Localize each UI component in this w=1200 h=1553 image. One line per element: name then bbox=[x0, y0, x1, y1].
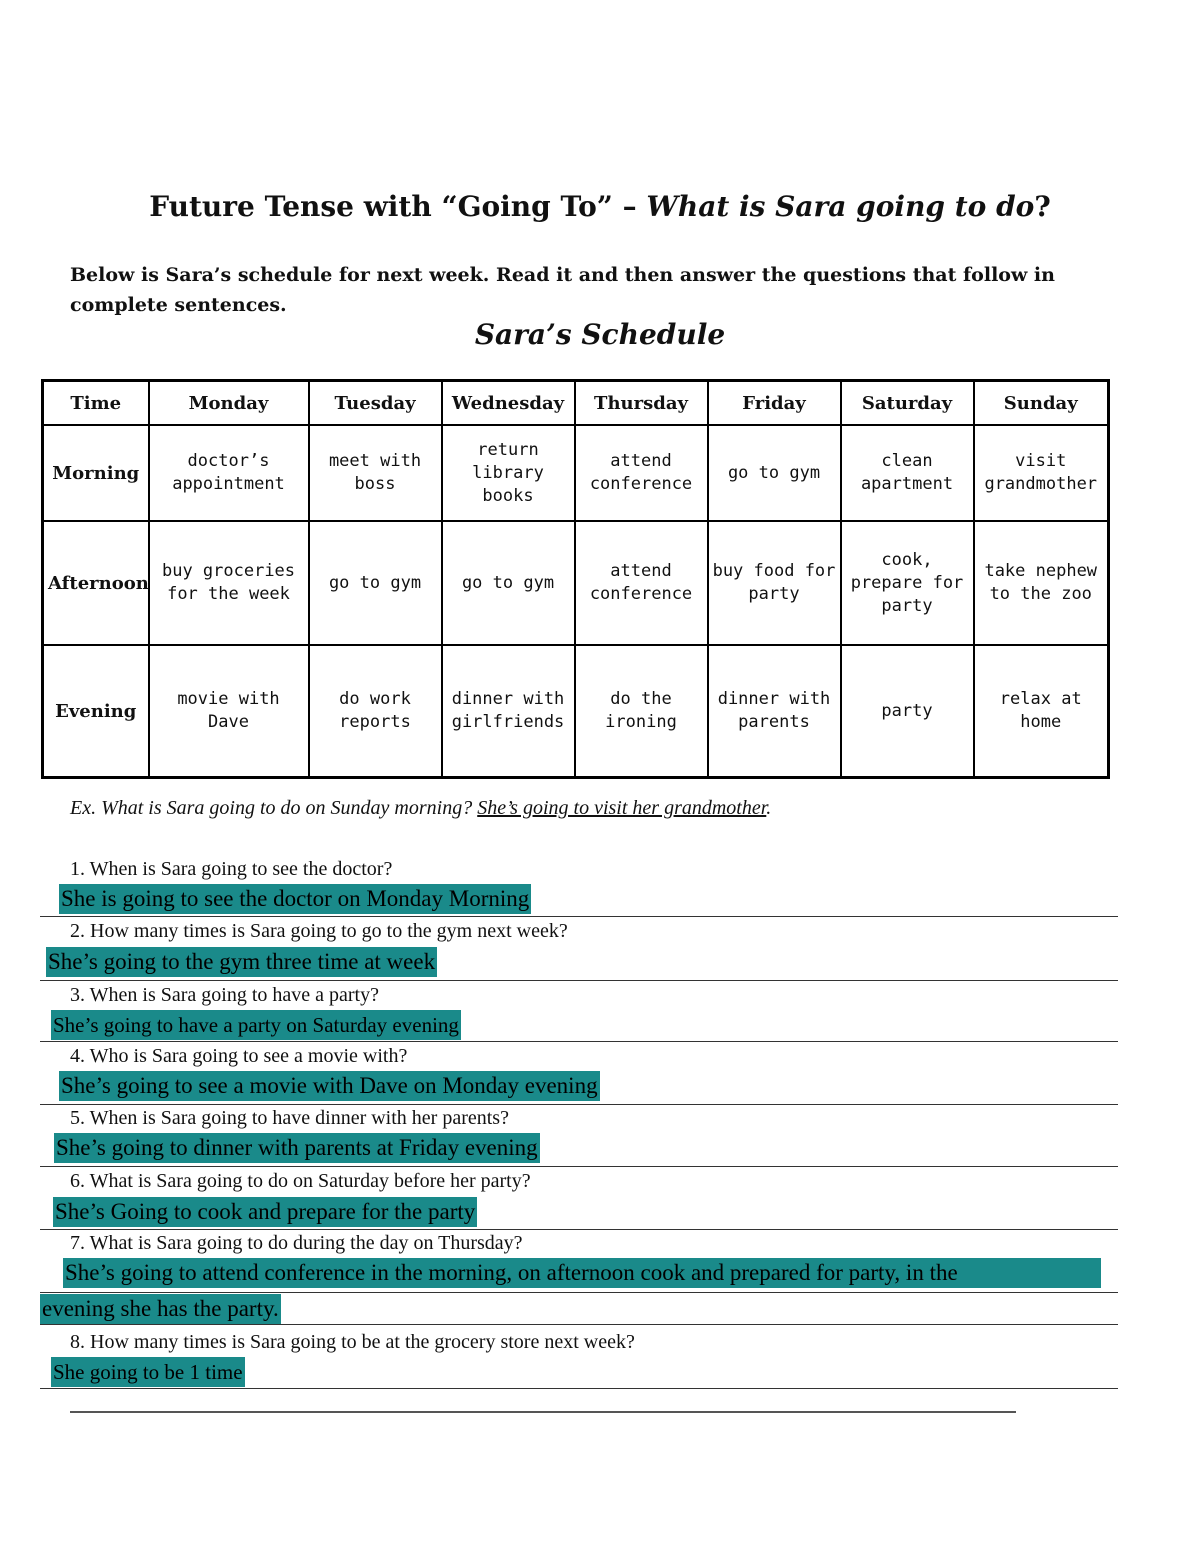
header-friday: Friday bbox=[708, 381, 841, 426]
table-cell: attend conference bbox=[575, 425, 708, 521]
time-cell: Afternoon bbox=[43, 521, 149, 645]
table-row-morning bbox=[43, 425, 1109, 521]
bottom-divider bbox=[70, 1411, 1016, 1413]
question-6: 6. What is Sara going to do on Saturday before her party? bbox=[70, 1170, 531, 1192]
answer-6: She’s Going to cook and prepare for the party bbox=[53, 1197, 477, 1227]
table-cell: take nephew to the zoo bbox=[974, 521, 1109, 645]
answer-line-3 bbox=[40, 1041, 1118, 1042]
table-cell: doctor’s appointment bbox=[149, 425, 309, 521]
table-cell: meet with boss bbox=[309, 425, 442, 521]
time-cell: Evening bbox=[43, 645, 149, 778]
header-monday: Monday bbox=[149, 381, 309, 426]
table-cell: go to gym bbox=[309, 521, 442, 645]
intro-text: Below is Sara’s schedule for next week. Read it and then answer the questions that follow in complete sentences. bbox=[70, 264, 1055, 316]
question-4: 4. Who is Sara going to see a movie with? bbox=[70, 1045, 408, 1067]
table-cell: cook, prepare for party bbox=[841, 521, 974, 645]
example-sentence bbox=[70, 797, 771, 820]
example-question: Ex. What is Sara going to do on Sunday morning? bbox=[70, 797, 478, 819]
table-cell: dinner with parents bbox=[708, 645, 841, 778]
answer-line-5 bbox=[40, 1166, 1118, 1167]
schedule-table bbox=[41, 379, 1110, 779]
answer-3: She’s going to have a party on Saturday evening bbox=[51, 1010, 461, 1040]
table-cell: party bbox=[841, 645, 974, 778]
table-row-afternoon bbox=[43, 521, 1109, 645]
header-tuesday: Tuesday bbox=[309, 381, 442, 426]
table-cell: go to gym bbox=[442, 521, 575, 645]
table-row-evening bbox=[43, 645, 1109, 778]
table-cell: buy groceries for the week bbox=[149, 521, 309, 645]
table-cell: dinner with girlfriends bbox=[442, 645, 575, 778]
answer-7-continued: evening she has the party. bbox=[40, 1294, 281, 1324]
table-cell: do the ironing bbox=[575, 645, 708, 778]
question-7: 7. What is Sara going to do during the day on Thursday? bbox=[70, 1232, 523, 1254]
answer-line-7 bbox=[40, 1292, 1118, 1293]
title-end: ? bbox=[1034, 190, 1051, 223]
schedule-title: Sara’s Schedule bbox=[474, 318, 726, 351]
table-cell: movie with Dave bbox=[149, 645, 309, 778]
question-2: 2. How many times is Sara going to go to the gym next week? bbox=[70, 920, 568, 942]
answer-line-6 bbox=[40, 1229, 1118, 1230]
header-wednesday: Wednesday bbox=[442, 381, 575, 426]
time-cell: Morning bbox=[43, 425, 149, 521]
header-sunday: Sunday bbox=[974, 381, 1109, 426]
table-cell: visit grandmother bbox=[974, 425, 1109, 521]
answer-1: She is going to see the doctor on Monday Morning bbox=[59, 884, 531, 914]
answer-2: She’s going to the gym three time at week bbox=[46, 947, 437, 977]
table-cell: return library books bbox=[442, 425, 575, 521]
answer-line-7b bbox=[40, 1324, 1118, 1325]
header-time: Time bbox=[43, 381, 149, 426]
question-1: 1. When is Sara going to see the doctor? bbox=[70, 858, 393, 880]
title-italic: What is Sara going to do bbox=[646, 190, 1035, 223]
table-header-row bbox=[43, 381, 1109, 426]
table-cell: buy food for party bbox=[708, 521, 841, 645]
answer-5: She’s going to dinner with parents at Friday evening bbox=[54, 1133, 540, 1163]
table-cell: attend conference bbox=[575, 521, 708, 645]
table-cell: relax at home bbox=[974, 645, 1109, 778]
answer-7: She’s going to attend conference in the morning, on afternoon cook and prepared for party, in the bbox=[63, 1258, 1101, 1288]
answer-line-4 bbox=[40, 1104, 1118, 1105]
answer-4: She’s going to see a movie with Dave on Monday evening bbox=[59, 1071, 600, 1101]
table-cell: clean apartment bbox=[841, 425, 974, 521]
title-main: Future Tense with “Going To” – bbox=[149, 190, 647, 223]
table-cell: go to gym bbox=[708, 425, 841, 521]
answer-line-1 bbox=[40, 916, 1118, 917]
header-saturday: Saturday bbox=[841, 381, 974, 426]
question-5: 5. When is Sara going to have dinner with her parents? bbox=[70, 1107, 509, 1129]
example-end: . bbox=[766, 797, 772, 819]
answer-line-2 bbox=[40, 980, 1118, 981]
answer-8: She going to be 1 time bbox=[51, 1357, 245, 1387]
example-answer: She’s going to visit her grandmother bbox=[477, 797, 767, 819]
question-3: 3. When is Sara going to have a party? bbox=[70, 984, 379, 1006]
page-title bbox=[0, 190, 1200, 223]
header-thursday: Thursday bbox=[575, 381, 708, 426]
table-cell: do work reports bbox=[309, 645, 442, 778]
question-8: 8. How many times is Sara going to be at the grocery store next week? bbox=[70, 1331, 635, 1353]
answer-line-8 bbox=[40, 1388, 1118, 1389]
